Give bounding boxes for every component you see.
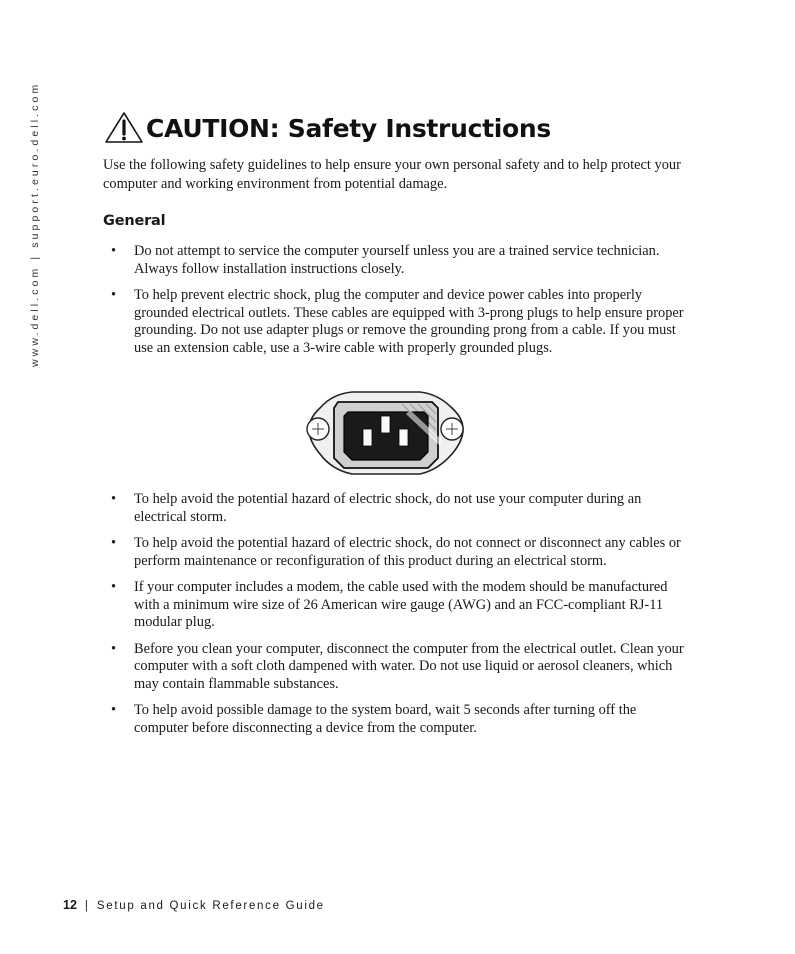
warning-triangle-icon [103, 110, 145, 144]
sidebar-url: www.dell.com | support.euro.dell.com [29, 81, 41, 367]
list-item: • To help prevent electric shock, plug the computer and device power cables into properly grounded electrical outlets. These cables are equipped with 3-prong plugs to help ensure proper grounding. Do not use adapter plugs or remove the grounding prong from a cable. If you must use an extension cable, use a 3-wire cable with properly grounded plugs. [103, 287, 688, 357]
three-prong-power-connector-illustration [292, 384, 477, 484]
footer-separator: | [84, 900, 88, 912]
page-footer [63, 898, 325, 912]
guide-title: Setup and Quick Reference Guide [96, 900, 325, 912]
page-header [103, 110, 551, 144]
page-title: CAUTION: Safety Instructions [146, 114, 551, 143]
bullet-list-bottom [103, 491, 688, 737]
list-item: • Do not attempt to service the computer yourself unless you are a trained service technician. Always follow installation instructions closely. [103, 243, 688, 278]
list-item: • To help avoid possible damage to the system board, wait 5 seconds after turning off the computer before disconnecting a device from the computer. [103, 702, 688, 737]
list-item: • If your computer includes a modem, the cable used with the modem should be manufactured with a minimum wire size of 26 American wire gauge (AWG) and an FCC-compliant RJ-11 modular plug. [103, 579, 688, 632]
list-item: • To help avoid the potential hazard of electric shock, do not connect or disconnect any cables or perform maintenance or reconfiguration of this product during an electrical storm. [103, 535, 688, 570]
intro-paragraph: Use the following safety guidelines to help ensure your own personal safety and to help protect your computer and working environment from potential damage. [103, 157, 681, 192]
section-heading: General [103, 213, 166, 229]
page-number: 12 [63, 898, 77, 912]
list-item: • Before you clean your computer, disconnect the computer from the electrical outlet. Clean your computer with a soft cloth dampened with water. Do not use liquid or aerosol cleaners, which may contain flammable substances. [103, 641, 688, 694]
list-item: • To help avoid the potential hazard of electric shock, do not use your computer during an electrical storm. [103, 491, 688, 526]
bullet-list-top [103, 243, 688, 357]
